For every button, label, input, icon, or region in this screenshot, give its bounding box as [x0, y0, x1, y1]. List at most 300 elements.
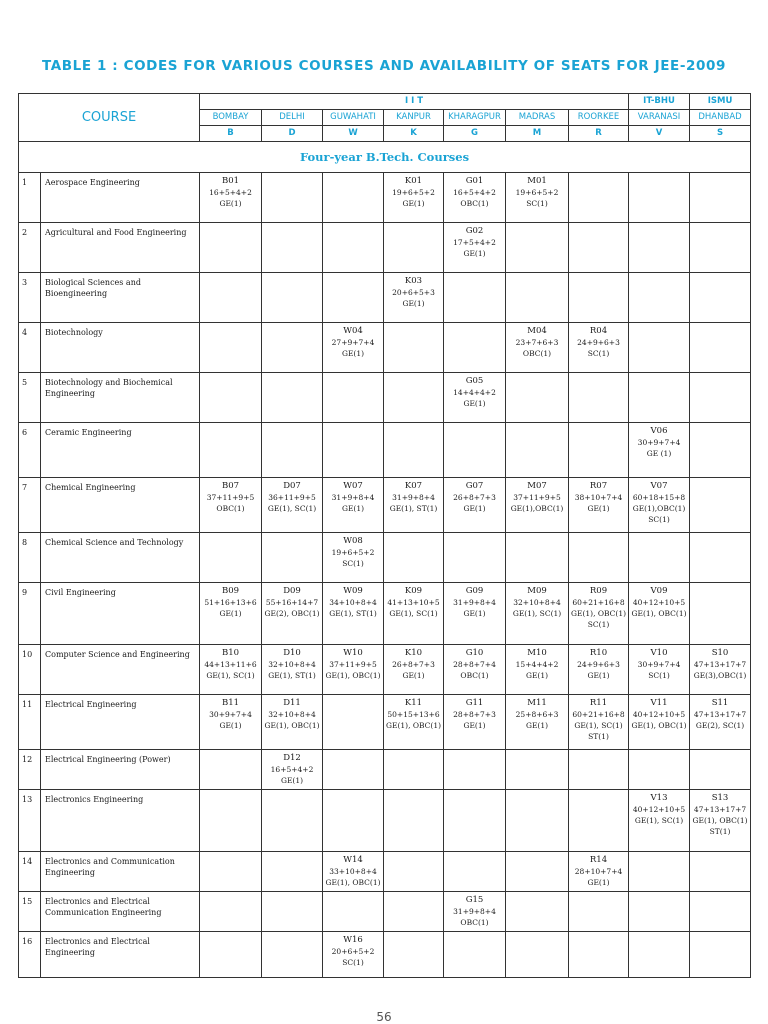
seat-cell — [506, 173, 569, 223]
table-row — [19, 790, 751, 852]
seat-cell — [629, 173, 690, 223]
course-code: W07 — [343, 481, 363, 491]
seat-cell — [200, 645, 262, 695]
reserved-seats: GE(1), OBC(1) — [325, 671, 381, 680]
seat-cell — [384, 373, 444, 423]
seat-breakdown: 27+9+7+4 — [331, 338, 375, 347]
seat-cell — [200, 695, 262, 750]
seat-cell — [444, 533, 506, 583]
seat-cell — [323, 645, 384, 695]
seat-cell — [690, 173, 751, 223]
seat-breakdown: 30+9+7+4 — [209, 710, 252, 719]
reserved-seats: GE(1), OBC(1) — [325, 878, 381, 887]
course-code: W08 — [343, 536, 363, 546]
seat-cell — [200, 273, 262, 323]
seat-cell — [629, 645, 690, 695]
reserved-seats: GE(1), SC(1) — [512, 609, 562, 618]
seat-cell — [444, 173, 506, 223]
institute-name-d: DELHI — [262, 110, 323, 126]
seat-cell — [323, 478, 384, 533]
reserved-seats: GE(1), OBC(1) — [631, 721, 687, 730]
seat-cell — [262, 323, 323, 373]
seat-cell — [384, 223, 444, 273]
course-code: B11 — [221, 698, 240, 708]
reserved-seats: GE(1) — [219, 609, 242, 618]
course-code: D10 — [283, 648, 301, 658]
reserved-seats: GE(1), ST(1) — [389, 504, 438, 513]
seat-cell — [506, 273, 569, 323]
seat-breakdown: 25+8+6+3 — [515, 710, 559, 719]
ismu-group-header: ISMU — [690, 94, 751, 110]
institute-code-r: R — [569, 126, 629, 142]
seat-cell — [384, 583, 444, 645]
seat-cell — [323, 852, 384, 892]
course-name: Ceramic Engineering — [41, 423, 200, 478]
course-code: K11 — [404, 698, 423, 708]
seat-cell — [569, 478, 629, 533]
seat-cell — [506, 695, 569, 750]
seat-breakdown: 37+11+9+5 — [206, 493, 255, 502]
seat-cell — [444, 790, 506, 852]
course-code: V11 — [650, 698, 668, 708]
seat-breakdown: 19+6+5+2 — [331, 548, 375, 557]
course-code: S13 — [711, 793, 729, 803]
seat-cell — [506, 583, 569, 645]
course-code: M09 — [527, 586, 547, 596]
seat-cell — [506, 892, 569, 932]
seat-breakdown: 19+6+5+2 — [515, 188, 559, 197]
reserved-seats: GE(1), SC(1) — [206, 671, 255, 680]
seat-breakdown: 55+16+14+7 — [265, 598, 319, 607]
seat-cell — [629, 273, 690, 323]
row-number: 4 — [19, 323, 41, 373]
reserved-seats: ST(1) — [709, 827, 731, 836]
reserved-seats: GE(1), SC(1) — [634, 816, 684, 825]
course-name: Chemical Science and Technology — [41, 533, 200, 583]
seat-cell — [690, 423, 751, 478]
seat-cell — [444, 932, 506, 978]
reserved-seats: OBC(1) — [460, 918, 489, 927]
seat-cell — [690, 478, 751, 533]
seat-cell — [569, 645, 629, 695]
course-name: Electrical Engineering (Power) — [41, 750, 200, 790]
seat-cell — [323, 932, 384, 978]
seat-cell — [444, 373, 506, 423]
seat-cell — [200, 892, 262, 932]
table-row — [19, 932, 751, 978]
seat-cell — [506, 852, 569, 892]
header-row-groups — [19, 94, 751, 110]
course-name: Biotechnology and Biochemical Engineering — [41, 373, 200, 423]
seat-cell — [262, 790, 323, 852]
seat-cell — [629, 790, 690, 852]
seat-breakdown: 19+6+5+2 — [392, 188, 435, 197]
seat-cell — [629, 533, 690, 583]
course-name: Electronics and Electrical Engineering — [41, 932, 200, 978]
row-number: 12 — [19, 750, 41, 790]
table-row — [19, 533, 751, 583]
seat-cell — [629, 750, 690, 790]
seat-cell — [506, 790, 569, 852]
seat-cell — [569, 932, 629, 978]
reserved-seats: GE(1) — [463, 399, 486, 408]
seat-cell — [444, 750, 506, 790]
seat-cell — [323, 323, 384, 373]
course-code: R14 — [589, 855, 608, 865]
institute-code-w: W — [323, 126, 384, 142]
course-code: K07 — [404, 481, 423, 491]
seat-cell — [200, 323, 262, 373]
seat-cell — [323, 223, 384, 273]
reserved-seats: GE(2), OBC(1) — [264, 609, 320, 618]
seat-breakdown: 36+11+9+5 — [268, 493, 316, 502]
seat-breakdown: 14+4+4+2 — [453, 388, 496, 397]
course-name: Biotechnology — [41, 323, 200, 373]
seat-cell — [200, 533, 262, 583]
seat-cell — [323, 373, 384, 423]
institute-code-v: V — [629, 126, 690, 142]
seat-cell — [444, 852, 506, 892]
seat-cell — [384, 173, 444, 223]
seat-cell — [262, 533, 323, 583]
seat-cell — [444, 273, 506, 323]
course-code: V10 — [650, 648, 668, 658]
seat-breakdown: 30+9+7+4 — [637, 660, 681, 669]
row-number: 16 — [19, 932, 41, 978]
seat-cell — [569, 790, 629, 852]
reserved-seats: ST(1) — [588, 732, 609, 741]
course-code: B09 — [221, 586, 240, 596]
seat-cell — [384, 750, 444, 790]
seat-cell — [506, 223, 569, 273]
seat-cell — [384, 273, 444, 323]
seat-breakdown: 31+9+8+4 — [331, 493, 375, 502]
seat-cell — [506, 750, 569, 790]
seat-cell — [506, 323, 569, 373]
seat-cell — [690, 695, 751, 750]
reserved-seats: GE(1), OBC(1) — [631, 609, 687, 618]
reserved-seats: GE(1) — [341, 349, 365, 358]
seat-cell — [200, 373, 262, 423]
seat-breakdown: 28+8+7+4 — [453, 660, 496, 669]
course-code: R10 — [589, 648, 608, 658]
reserved-seats: SC(1) — [587, 349, 610, 358]
course-code: S11 — [711, 698, 729, 708]
seat-cell — [262, 173, 323, 223]
seat-cell — [569, 852, 629, 892]
reserved-seats: GE(1), OBC(1) — [264, 721, 320, 730]
course-code: K01 — [404, 176, 423, 186]
table-row — [19, 373, 751, 423]
seat-cell — [384, 852, 444, 892]
seat-breakdown: 17+5+4+2 — [453, 238, 496, 247]
seat-cell — [569, 373, 629, 423]
seat-breakdown: 28+8+7+3 — [453, 710, 496, 719]
course-code: R09 — [589, 586, 608, 596]
course-code: W16 — [343, 935, 363, 945]
course-code: W10 — [343, 648, 363, 658]
reserved-seats: GE(1) — [341, 504, 365, 513]
seat-cell — [262, 373, 323, 423]
section-row — [19, 142, 751, 173]
course-header: COURSE — [19, 94, 200, 142]
institute-code-m: M — [506, 126, 569, 142]
seat-breakdown: 20+6+5+3 — [392, 288, 435, 297]
seat-cell — [629, 223, 690, 273]
course-code: R04 — [589, 326, 608, 336]
seat-cell — [629, 423, 690, 478]
course-name: Aerospace Engineering — [41, 173, 200, 223]
seat-cell — [262, 583, 323, 645]
row-number: 3 — [19, 273, 41, 323]
institute-name-w: GUWAHATI — [323, 110, 384, 126]
course-code: R07 — [589, 481, 608, 491]
course-code: D12 — [283, 753, 301, 763]
seat-breakdown: 37+11+9+5 — [329, 660, 377, 669]
course-name: Computer Science and Engineering — [41, 645, 200, 695]
course-code: K09 — [404, 586, 423, 596]
course-name: Electronics and Communication Engineering — [41, 852, 200, 892]
institute-name-k: KANPUR — [384, 110, 444, 126]
seat-cell — [690, 583, 751, 645]
institute-code-b: B — [200, 126, 262, 142]
seat-breakdown: 38+10+7+4 — [574, 493, 623, 502]
seat-breakdown: 40+12+10+5 — [632, 710, 686, 719]
course-code: B01 — [221, 176, 240, 186]
seat-cell — [569, 423, 629, 478]
table-row — [19, 852, 751, 892]
course-code: G02 — [465, 226, 484, 236]
seat-cell — [323, 892, 384, 932]
reserved-seats: GE(1) — [525, 671, 549, 680]
row-number: 5 — [19, 373, 41, 423]
seat-cell — [323, 533, 384, 583]
seat-cell — [690, 892, 751, 932]
row-number: 6 — [19, 423, 41, 478]
reserved-seats: GE(1) — [402, 299, 425, 308]
reserved-seats: GE(1), ST(1) — [268, 671, 316, 680]
course-name: Electrical Engineering — [41, 695, 200, 750]
course-code: G10 — [465, 648, 484, 658]
course-name: Chemical Engineering — [41, 478, 200, 533]
reserved-seats: GE(1), OBC(1) — [571, 609, 627, 618]
seat-cell — [629, 932, 690, 978]
course-code: M11 — [527, 698, 547, 708]
seat-cell — [629, 695, 690, 750]
seat-table — [18, 93, 751, 978]
seat-cell — [690, 932, 751, 978]
institute-code-g: G — [444, 126, 506, 142]
course-code: D09 — [283, 586, 301, 596]
reserved-seats: GE(1), OBC(1) — [692, 816, 748, 825]
seat-cell — [690, 533, 751, 583]
seat-cell — [629, 892, 690, 932]
course-name: Electronics Engineering — [41, 790, 200, 852]
reserved-seats: GE(3),OBC(1) — [693, 671, 747, 680]
seat-breakdown: 50+15+13+6 — [387, 710, 440, 719]
reserved-seats: GE (1) — [646, 449, 672, 458]
course-code: W14 — [343, 855, 363, 865]
reserved-seats: GE(1), SC(1) — [389, 609, 438, 618]
seat-breakdown: 34+10+8+4 — [329, 598, 377, 607]
row-number: 2 — [19, 223, 41, 273]
institute-name-b: BOMBAY — [200, 110, 262, 126]
seat-breakdown: 24+9+6+3 — [577, 660, 620, 669]
reserved-seats: SC(1) — [342, 559, 364, 568]
section-heading: Four-year B.Tech. Courses — [19, 142, 751, 173]
seat-cell — [262, 645, 323, 695]
course-code: R11 — [589, 698, 608, 708]
reserved-seats: GE(1) — [280, 776, 304, 785]
reserved-seats: GE(1) — [463, 721, 486, 730]
seat-cell — [569, 892, 629, 932]
table-row — [19, 695, 751, 750]
seat-cell — [262, 892, 323, 932]
seat-cell — [444, 478, 506, 533]
seat-cell — [569, 583, 629, 645]
seat-cell — [384, 892, 444, 932]
seat-breakdown: 32+10+8+4 — [268, 660, 316, 669]
seat-cell — [200, 750, 262, 790]
seat-cell — [444, 892, 506, 932]
seat-cell — [200, 478, 262, 533]
seat-cell — [444, 695, 506, 750]
seat-breakdown: 16+5+4+2 — [270, 765, 314, 774]
reserved-seats: GE(1), ST(1) — [329, 609, 377, 618]
course-code: V09 — [650, 586, 668, 596]
seat-cell — [200, 852, 262, 892]
seat-cell — [444, 423, 506, 478]
seat-cell — [384, 478, 444, 533]
seat-breakdown: 16+5+4+2 — [453, 188, 496, 197]
seat-cell — [569, 695, 629, 750]
seat-breakdown: 32+10+8+4 — [268, 710, 316, 719]
course-name: Electronics and Electrical Communication Engineering — [41, 892, 200, 932]
row-number: 1 — [19, 173, 41, 223]
course-code: G15 — [465, 895, 484, 905]
seat-cell — [629, 323, 690, 373]
table-row — [19, 645, 751, 695]
institute-code-d: D — [262, 126, 323, 142]
reserved-seats: SC(1) — [648, 671, 670, 680]
reserved-seats: GE(1) — [402, 199, 425, 208]
course-code: W04 — [343, 326, 363, 336]
course-code: K03 — [404, 276, 423, 286]
seat-cell — [506, 373, 569, 423]
seat-cell — [569, 533, 629, 583]
course-code: V07 — [650, 481, 668, 491]
itbhu-group-header: IT-BHU — [629, 94, 690, 110]
seat-breakdown: 60+21+16+8 — [572, 598, 625, 607]
seat-cell — [262, 695, 323, 750]
seat-cell — [569, 750, 629, 790]
course-code: D07 — [283, 481, 301, 491]
seat-breakdown: 31+9+8+4 — [392, 493, 435, 502]
reserved-seats: GE(1) — [525, 721, 549, 730]
reserved-seats: GE(1) — [219, 199, 242, 208]
row-number: 14 — [19, 852, 41, 892]
seat-cell — [506, 533, 569, 583]
page-number: 56 — [376, 1010, 392, 1024]
seat-breakdown: 47+13+17+7 — [693, 710, 747, 719]
course-code: D11 — [283, 698, 301, 708]
seat-cell — [200, 423, 262, 478]
table-row — [19, 173, 751, 223]
seat-cell — [569, 173, 629, 223]
seat-breakdown: 24+9+6+3 — [577, 338, 620, 347]
reserved-seats: SC(1) — [526, 199, 548, 208]
institute-code-s: S — [690, 126, 751, 142]
seat-cell — [262, 478, 323, 533]
row-number: 15 — [19, 892, 41, 932]
reserved-seats: GE(1), OBC(1) — [386, 721, 442, 730]
seat-cell — [323, 790, 384, 852]
seat-cell — [323, 750, 384, 790]
row-number: 13 — [19, 790, 41, 852]
table-row — [19, 892, 751, 932]
seat-cell — [569, 323, 629, 373]
seat-cell — [629, 478, 690, 533]
seat-cell — [629, 373, 690, 423]
seat-breakdown: 16+5+4+2 — [209, 188, 252, 197]
seat-cell — [629, 583, 690, 645]
reserved-seats: SC(1) — [587, 620, 610, 629]
seat-cell — [384, 695, 444, 750]
seat-cell — [690, 852, 751, 892]
seat-cell — [444, 323, 506, 373]
seat-cell — [262, 932, 323, 978]
seat-cell — [384, 932, 444, 978]
course-code: G09 — [465, 586, 484, 596]
course-code: W09 — [343, 586, 363, 596]
seat-breakdown: 60+18+15+8 — [632, 493, 686, 502]
table-row — [19, 478, 751, 533]
seat-cell — [262, 273, 323, 323]
course-code: M10 — [527, 648, 547, 658]
row-number: 11 — [19, 695, 41, 750]
institute-name-r: ROORKEE — [569, 110, 629, 126]
reserved-seats: GE(2), SC(1) — [695, 721, 745, 730]
seat-breakdown: 60+21+16+8 — [572, 710, 625, 719]
seat-breakdown: 40+12+10+5 — [632, 598, 686, 607]
reserved-seats: GE(1) — [463, 504, 486, 513]
course-name: Civil Engineering — [41, 583, 200, 645]
seat-breakdown: 20+6+5+2 — [331, 947, 375, 956]
seat-cell — [690, 273, 751, 323]
seat-breakdown: 37+11+9+5 — [513, 493, 561, 502]
seat-cell — [690, 750, 751, 790]
seat-breakdown: 51+16+13+6 — [204, 598, 257, 607]
seat-cell — [690, 223, 751, 273]
seat-cell — [323, 173, 384, 223]
course-code: B10 — [221, 648, 240, 658]
seat-breakdown: 26+8+7+3 — [392, 660, 435, 669]
seat-cell — [444, 645, 506, 695]
seat-cell — [262, 223, 323, 273]
reserved-seats: SC(1) — [648, 515, 670, 524]
seat-cell — [200, 223, 262, 273]
seat-breakdown: 31+9+8+4 — [453, 598, 496, 607]
course-code: G05 — [465, 376, 484, 386]
reserved-seats: GE(1) — [402, 671, 425, 680]
seat-cell — [506, 423, 569, 478]
seat-cell — [200, 583, 262, 645]
course-code: M07 — [527, 481, 547, 491]
seat-cell — [506, 478, 569, 533]
seat-breakdown: 23+7+6+3 — [515, 338, 559, 347]
institute-code-k: K — [384, 126, 444, 142]
course-code: B07 — [221, 481, 240, 491]
